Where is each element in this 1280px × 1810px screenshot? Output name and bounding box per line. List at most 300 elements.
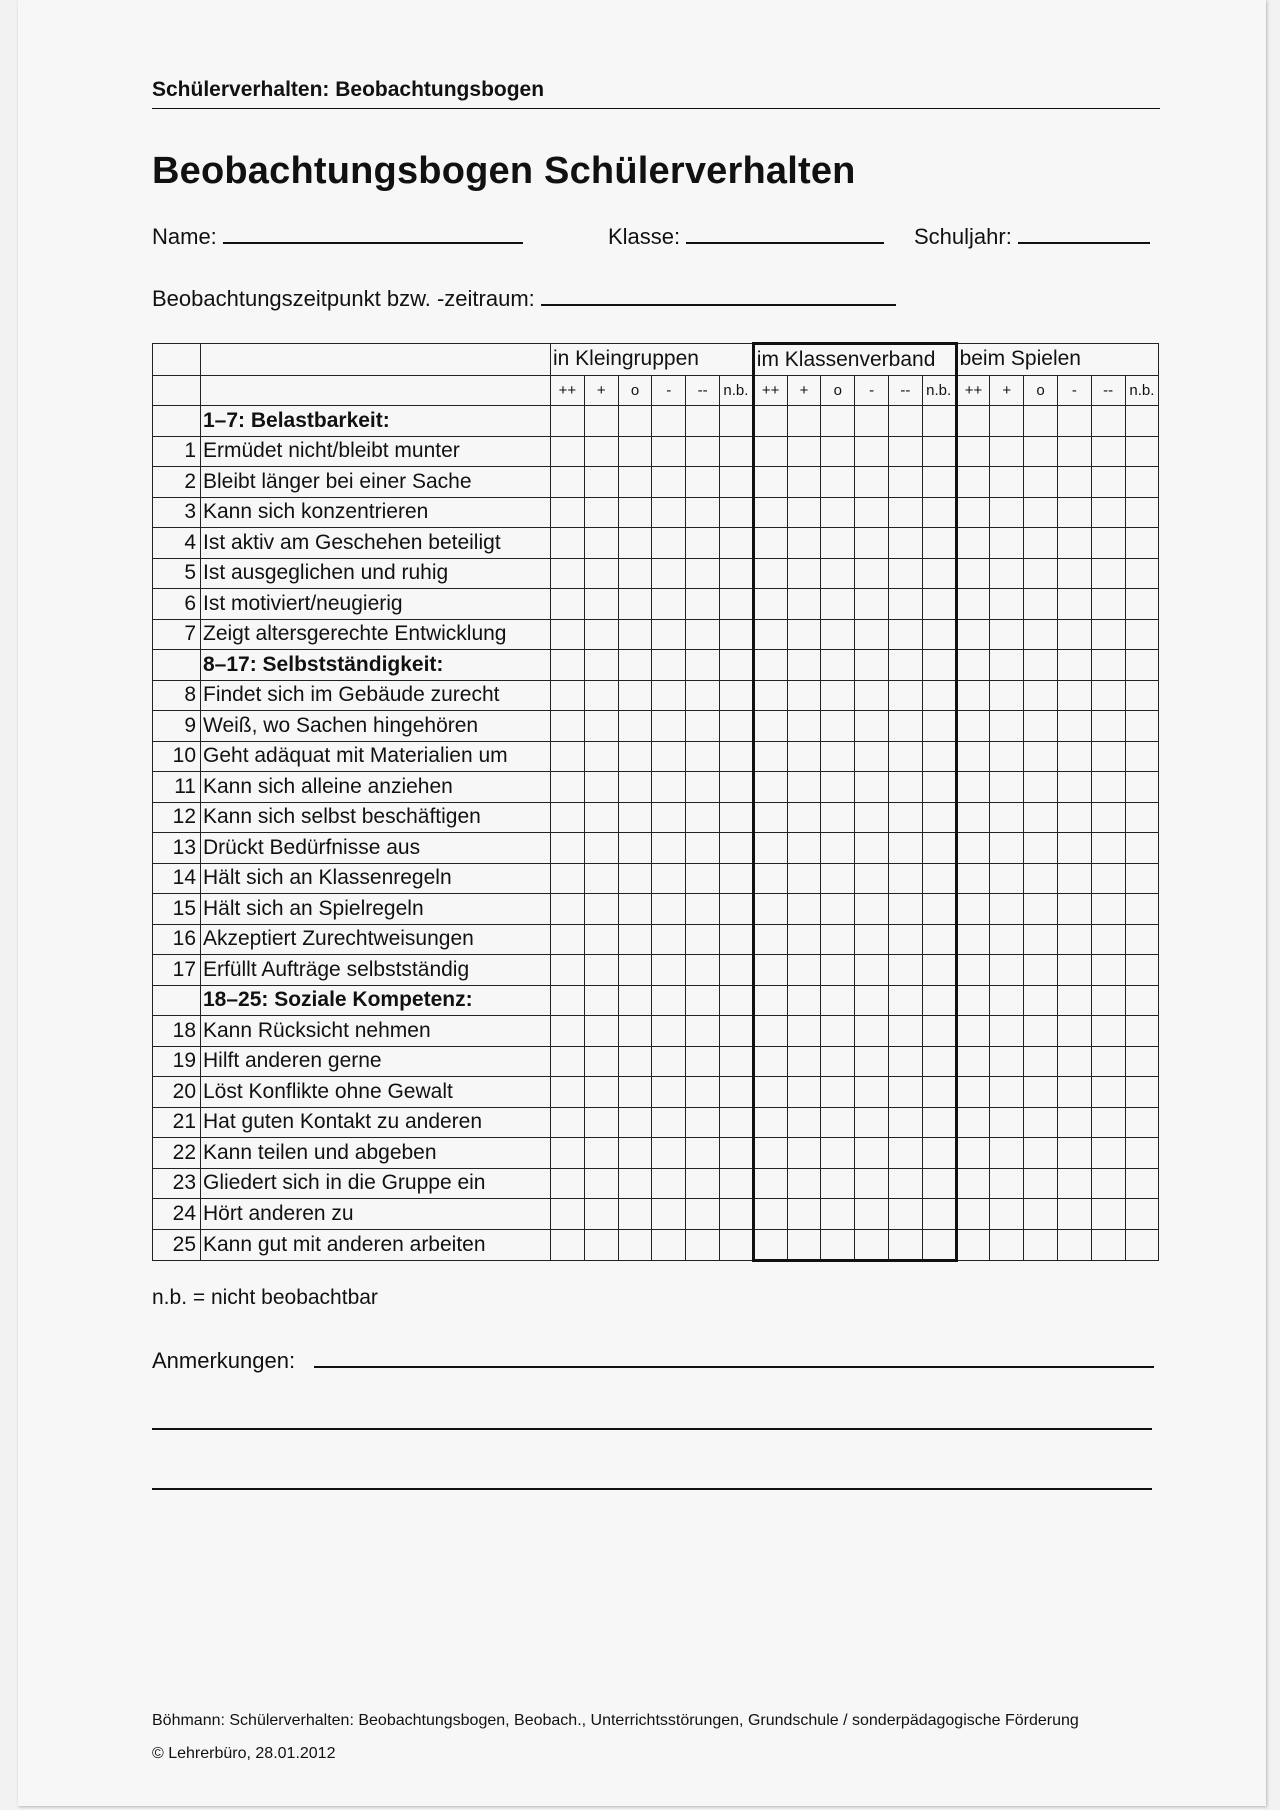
rating-cell[interactable]: [787, 1077, 821, 1108]
rating-cell[interactable]: [652, 436, 686, 467]
rating-cell[interactable]: [990, 558, 1024, 589]
rating-cell[interactable]: [719, 863, 753, 894]
rating-cell[interactable]: [584, 436, 618, 467]
rating-cell[interactable]: [719, 802, 753, 833]
rating-cell[interactable]: [956, 1016, 990, 1047]
rating-cell[interactable]: [551, 772, 585, 803]
rating-cell[interactable]: [618, 619, 652, 650]
rating-cell[interactable]: [888, 680, 922, 711]
rating-cell[interactable]: [753, 955, 787, 986]
rating-cell[interactable]: [990, 924, 1024, 955]
rating-cell[interactable]: [855, 680, 889, 711]
rating-cell[interactable]: [1057, 1046, 1091, 1077]
rating-cell[interactable]: [618, 406, 652, 437]
rating-cell[interactable]: [686, 650, 720, 681]
rating-cell[interactable]: [686, 528, 720, 559]
rating-cell[interactable]: [956, 436, 990, 467]
rating-cell[interactable]: [719, 589, 753, 620]
rating-cell[interactable]: [990, 1199, 1024, 1230]
rating-cell[interactable]: [551, 528, 585, 559]
rating-cell[interactable]: [990, 1107, 1024, 1138]
rating-cell[interactable]: [956, 1046, 990, 1077]
rating-cell[interactable]: [1125, 1046, 1159, 1077]
rating-cell[interactable]: [990, 619, 1024, 650]
rating-cell[interactable]: [1024, 436, 1058, 467]
rating-cell[interactable]: [855, 619, 889, 650]
rating-cell[interactable]: [990, 528, 1024, 559]
rating-cell[interactable]: [1125, 1199, 1159, 1230]
rating-cell[interactable]: [855, 802, 889, 833]
rating-cell[interactable]: [686, 711, 720, 742]
rating-cell[interactable]: [719, 1046, 753, 1077]
rating-cell[interactable]: [855, 406, 889, 437]
rating-cell[interactable]: [753, 924, 787, 955]
rating-cell[interactable]: [956, 863, 990, 894]
rating-cell[interactable]: [922, 1016, 956, 1047]
rating-cell[interactable]: [551, 955, 585, 986]
rating-cell[interactable]: [584, 833, 618, 864]
rating-cell[interactable]: [551, 619, 585, 650]
rating-cell[interactable]: [888, 1229, 922, 1261]
rating-cell[interactable]: [990, 802, 1024, 833]
rating-cell[interactable]: [686, 467, 720, 498]
rating-cell[interactable]: [1057, 406, 1091, 437]
rating-cell[interactable]: [753, 1046, 787, 1077]
rating-cell[interactable]: [686, 1016, 720, 1047]
rating-cell[interactable]: [922, 1168, 956, 1199]
rating-cell[interactable]: [821, 863, 855, 894]
rating-cell[interactable]: [821, 1199, 855, 1230]
rating-cell[interactable]: [821, 1229, 855, 1261]
rating-cell[interactable]: [686, 1046, 720, 1077]
rating-cell[interactable]: [719, 1229, 753, 1261]
rating-cell[interactable]: [1125, 528, 1159, 559]
rating-cell[interactable]: [1091, 802, 1125, 833]
rating-cell[interactable]: [618, 1046, 652, 1077]
rating-cell[interactable]: [821, 985, 855, 1016]
rating-cell[interactable]: [551, 1229, 585, 1261]
rating-cell[interactable]: [618, 802, 652, 833]
rating-cell[interactable]: [821, 1046, 855, 1077]
rating-cell[interactable]: [1024, 894, 1058, 925]
rating-cell[interactable]: [584, 741, 618, 772]
rating-cell[interactable]: [1125, 711, 1159, 742]
rating-cell[interactable]: [888, 1199, 922, 1230]
rating-cell[interactable]: [787, 894, 821, 925]
rating-cell[interactable]: [956, 406, 990, 437]
rating-cell[interactable]: [990, 589, 1024, 620]
rating-cell[interactable]: [990, 711, 1024, 742]
rating-cell[interactable]: [753, 680, 787, 711]
rating-cell[interactable]: [551, 1199, 585, 1230]
rating-cell[interactable]: [922, 1046, 956, 1077]
rating-cell[interactable]: [956, 985, 990, 1016]
rating-cell[interactable]: [719, 894, 753, 925]
rating-cell[interactable]: [787, 1199, 821, 1230]
rating-cell[interactable]: [855, 711, 889, 742]
rating-cell[interactable]: [1091, 833, 1125, 864]
rating-cell[interactable]: [686, 558, 720, 589]
rating-cell[interactable]: [787, 589, 821, 620]
rating-cell[interactable]: [787, 650, 821, 681]
rating-cell[interactable]: [888, 1016, 922, 1047]
rating-cell[interactable]: [821, 528, 855, 559]
rating-cell[interactable]: [888, 528, 922, 559]
rating-cell[interactable]: [1125, 863, 1159, 894]
rating-cell[interactable]: [821, 1107, 855, 1138]
rating-cell[interactable]: [1125, 467, 1159, 498]
rating-cell[interactable]: [1125, 1077, 1159, 1108]
rating-cell[interactable]: [956, 1229, 990, 1261]
rating-cell[interactable]: [855, 863, 889, 894]
rating-cell[interactable]: [1125, 802, 1159, 833]
rating-cell[interactable]: [652, 1016, 686, 1047]
rating-cell[interactable]: [1091, 528, 1125, 559]
rating-cell[interactable]: [551, 558, 585, 589]
rating-cell[interactable]: [584, 1107, 618, 1138]
rating-cell[interactable]: [1057, 619, 1091, 650]
rating-cell[interactable]: [551, 650, 585, 681]
klasse-field[interactable]: [608, 224, 884, 250]
rating-cell[interactable]: [652, 467, 686, 498]
rating-cell[interactable]: [956, 1199, 990, 1230]
rating-cell[interactable]: [584, 955, 618, 986]
rating-cell[interactable]: [855, 1107, 889, 1138]
rating-cell[interactable]: [1125, 1229, 1159, 1261]
rating-cell[interactable]: [551, 1046, 585, 1077]
rating-cell[interactable]: [584, 558, 618, 589]
rating-cell[interactable]: [956, 467, 990, 498]
rating-cell[interactable]: [584, 589, 618, 620]
rating-cell[interactable]: [855, 497, 889, 528]
rating-cell[interactable]: [652, 680, 686, 711]
rating-cell[interactable]: [821, 1016, 855, 1047]
rating-cell[interactable]: [1125, 1107, 1159, 1138]
rating-cell[interactable]: [1057, 680, 1091, 711]
rating-cell[interactable]: [956, 772, 990, 803]
rating-cell[interactable]: [719, 1168, 753, 1199]
rating-cell[interactable]: [753, 1199, 787, 1230]
rating-cell[interactable]: [1057, 497, 1091, 528]
rating-cell[interactable]: [1057, 985, 1091, 1016]
rating-cell[interactable]: [888, 1077, 922, 1108]
rating-cell[interactable]: [855, 1046, 889, 1077]
rating-cell[interactable]: [753, 406, 787, 437]
rating-cell[interactable]: [618, 467, 652, 498]
rating-cell[interactable]: [1057, 1138, 1091, 1169]
rating-cell[interactable]: [753, 833, 787, 864]
rating-cell[interactable]: [787, 833, 821, 864]
rating-cell[interactable]: [1125, 1168, 1159, 1199]
rating-cell[interactable]: [719, 955, 753, 986]
rating-cell[interactable]: [1024, 741, 1058, 772]
rating-cell[interactable]: [1091, 1107, 1125, 1138]
rating-cell[interactable]: [652, 833, 686, 864]
rating-cell[interactable]: [719, 1077, 753, 1108]
rating-cell[interactable]: [686, 741, 720, 772]
rating-cell[interactable]: [584, 650, 618, 681]
rating-cell[interactable]: [922, 985, 956, 1016]
rating-cell[interactable]: [787, 1046, 821, 1077]
rating-cell[interactable]: [584, 680, 618, 711]
rating-cell[interactable]: [787, 406, 821, 437]
rating-cell[interactable]: [922, 1229, 956, 1261]
rating-cell[interactable]: [956, 680, 990, 711]
rating-cell[interactable]: [652, 650, 686, 681]
rating-cell[interactable]: [1024, 619, 1058, 650]
rating-cell[interactable]: [956, 589, 990, 620]
rating-cell[interactable]: [888, 558, 922, 589]
rating-cell[interactable]: [888, 833, 922, 864]
rating-cell[interactable]: [584, 1199, 618, 1230]
rating-cell[interactable]: [584, 619, 618, 650]
rating-cell[interactable]: [990, 406, 1024, 437]
rating-cell[interactable]: [855, 924, 889, 955]
rating-cell[interactable]: [551, 1138, 585, 1169]
rating-cell[interactable]: [1024, 406, 1058, 437]
rating-cell[interactable]: [922, 1199, 956, 1230]
rating-cell[interactable]: [1024, 924, 1058, 955]
rating-cell[interactable]: [719, 711, 753, 742]
rating-cell[interactable]: [787, 619, 821, 650]
rating-cell[interactable]: [652, 802, 686, 833]
rating-cell[interactable]: [1091, 1229, 1125, 1261]
rating-cell[interactable]: [1024, 1016, 1058, 1047]
rating-cell[interactable]: [990, 680, 1024, 711]
rating-cell[interactable]: [787, 1016, 821, 1047]
rating-cell[interactable]: [888, 589, 922, 620]
rating-cell[interactable]: [1125, 680, 1159, 711]
rating-cell[interactable]: [652, 711, 686, 742]
rating-cell[interactable]: [787, 955, 821, 986]
rating-cell[interactable]: [618, 497, 652, 528]
rating-cell[interactable]: [888, 711, 922, 742]
rating-cell[interactable]: [618, 924, 652, 955]
rating-cell[interactable]: [719, 1138, 753, 1169]
rating-cell[interactable]: [956, 558, 990, 589]
rating-cell[interactable]: [753, 711, 787, 742]
rating-cell[interactable]: [584, 497, 618, 528]
rating-cell[interactable]: [551, 894, 585, 925]
rating-cell[interactable]: [1057, 894, 1091, 925]
rating-cell[interactable]: [652, 406, 686, 437]
rating-cell[interactable]: [584, 772, 618, 803]
rating-cell[interactable]: [956, 1138, 990, 1169]
rating-cell[interactable]: [821, 680, 855, 711]
rating-cell[interactable]: [888, 619, 922, 650]
rating-cell[interactable]: [686, 1168, 720, 1199]
rating-cell[interactable]: [990, 467, 1024, 498]
rating-cell[interactable]: [1057, 711, 1091, 742]
rating-cell[interactable]: [855, 1016, 889, 1047]
rating-cell[interactable]: [1125, 497, 1159, 528]
rating-cell[interactable]: [551, 741, 585, 772]
rating-cell[interactable]: [652, 955, 686, 986]
rating-cell[interactable]: [753, 589, 787, 620]
rating-cell[interactable]: [922, 955, 956, 986]
rating-cell[interactable]: [719, 1016, 753, 1047]
rating-cell[interactable]: [618, 589, 652, 620]
rating-cell[interactable]: [787, 467, 821, 498]
rating-cell[interactable]: [990, 833, 1024, 864]
rating-cell[interactable]: [652, 1229, 686, 1261]
rating-cell[interactable]: [551, 436, 585, 467]
rating-cell[interactable]: [652, 1077, 686, 1108]
rating-cell[interactable]: [1091, 1168, 1125, 1199]
rating-cell[interactable]: [584, 1016, 618, 1047]
rating-cell[interactable]: [551, 711, 585, 742]
rating-cell[interactable]: [787, 680, 821, 711]
rating-cell[interactable]: [1057, 1077, 1091, 1108]
rating-cell[interactable]: [719, 985, 753, 1016]
rating-cell[interactable]: [1057, 558, 1091, 589]
rating-cell[interactable]: [1125, 955, 1159, 986]
rating-cell[interactable]: [1091, 863, 1125, 894]
rating-cell[interactable]: [1024, 589, 1058, 620]
zeitraum-line[interactable]: [541, 286, 896, 306]
rating-cell[interactable]: [1024, 955, 1058, 986]
rating-cell[interactable]: [956, 924, 990, 955]
rating-cell[interactable]: [1091, 894, 1125, 925]
rating-cell[interactable]: [888, 467, 922, 498]
rating-cell[interactable]: [990, 894, 1024, 925]
rating-cell[interactable]: [990, 772, 1024, 803]
rating-cell[interactable]: [652, 1138, 686, 1169]
remarks-line-2[interactable]: [152, 1428, 1152, 1430]
rating-cell[interactable]: [719, 467, 753, 498]
rating-cell[interactable]: [1125, 650, 1159, 681]
name-field[interactable]: [152, 224, 523, 250]
rating-cell[interactable]: [787, 528, 821, 559]
rating-cell[interactable]: [1125, 772, 1159, 803]
rating-cell[interactable]: [990, 497, 1024, 528]
rating-cell[interactable]: [888, 802, 922, 833]
rating-cell[interactable]: [1125, 1138, 1159, 1169]
rating-cell[interactable]: [753, 619, 787, 650]
rating-cell[interactable]: [1024, 528, 1058, 559]
rating-cell[interactable]: [753, 1107, 787, 1138]
rating-cell[interactable]: [888, 863, 922, 894]
rating-cell[interactable]: [956, 741, 990, 772]
rating-cell[interactable]: [1091, 1138, 1125, 1169]
rating-cell[interactable]: [551, 467, 585, 498]
rating-cell[interactable]: [990, 955, 1024, 986]
rating-cell[interactable]: [855, 436, 889, 467]
rating-cell[interactable]: [753, 436, 787, 467]
rating-cell[interactable]: [855, 528, 889, 559]
rating-cell[interactable]: [855, 985, 889, 1016]
rating-cell[interactable]: [719, 741, 753, 772]
rating-cell[interactable]: [686, 589, 720, 620]
rating-cell[interactable]: [686, 497, 720, 528]
rating-cell[interactable]: [821, 406, 855, 437]
rating-cell[interactable]: [753, 802, 787, 833]
rating-cell[interactable]: [990, 1229, 1024, 1261]
rating-cell[interactable]: [1057, 528, 1091, 559]
rating-cell[interactable]: [1091, 772, 1125, 803]
rating-cell[interactable]: [753, 772, 787, 803]
rating-cell[interactable]: [652, 589, 686, 620]
rating-cell[interactable]: [956, 528, 990, 559]
rating-cell[interactable]: [1125, 833, 1159, 864]
rating-cell[interactable]: [1024, 1046, 1058, 1077]
rating-cell[interactable]: [922, 406, 956, 437]
rating-cell[interactable]: [1057, 1107, 1091, 1138]
rating-cell[interactable]: [821, 1138, 855, 1169]
rating-cell[interactable]: [888, 985, 922, 1016]
rating-cell[interactable]: [922, 619, 956, 650]
rating-cell[interactable]: [719, 558, 753, 589]
rating-cell[interactable]: [1125, 436, 1159, 467]
rating-cell[interactable]: [584, 894, 618, 925]
rating-cell[interactable]: [551, 924, 585, 955]
rating-cell[interactable]: [821, 833, 855, 864]
rating-cell[interactable]: [1024, 863, 1058, 894]
rating-cell[interactable]: [855, 1168, 889, 1199]
rating-cell[interactable]: [855, 589, 889, 620]
rating-cell[interactable]: [686, 1138, 720, 1169]
rating-cell[interactable]: [1057, 802, 1091, 833]
rating-cell[interactable]: [584, 1229, 618, 1261]
rating-cell[interactable]: [1091, 1199, 1125, 1230]
rating-cell[interactable]: [686, 680, 720, 711]
rating-cell[interactable]: [618, 894, 652, 925]
rating-cell[interactable]: [1091, 955, 1125, 986]
rating-cell[interactable]: [753, 1229, 787, 1261]
rating-cell[interactable]: [787, 1168, 821, 1199]
rating-cell[interactable]: [719, 497, 753, 528]
rating-cell[interactable]: [618, 1168, 652, 1199]
rating-cell[interactable]: [1091, 589, 1125, 620]
rating-cell[interactable]: [821, 741, 855, 772]
rating-cell[interactable]: [1024, 497, 1058, 528]
rating-cell[interactable]: [686, 1229, 720, 1261]
rating-cell[interactable]: [922, 558, 956, 589]
zeitraum-field[interactable]: [152, 286, 896, 312]
rating-cell[interactable]: [618, 955, 652, 986]
rating-cell[interactable]: [1125, 1016, 1159, 1047]
rating-cell[interactable]: [753, 1077, 787, 1108]
rating-cell[interactable]: [821, 772, 855, 803]
rating-cell[interactable]: [855, 955, 889, 986]
rating-cell[interactable]: [584, 406, 618, 437]
rating-cell[interactable]: [618, 741, 652, 772]
rating-cell[interactable]: [1091, 711, 1125, 742]
rating-cell[interactable]: [855, 1229, 889, 1261]
rating-cell[interactable]: [787, 497, 821, 528]
rating-cell[interactable]: [787, 1229, 821, 1261]
rating-cell[interactable]: [753, 894, 787, 925]
rating-cell[interactable]: [922, 589, 956, 620]
rating-cell[interactable]: [1091, 985, 1125, 1016]
rating-cell[interactable]: [652, 924, 686, 955]
rating-cell[interactable]: [584, 863, 618, 894]
rating-cell[interactable]: [753, 558, 787, 589]
rating-cell[interactable]: [584, 802, 618, 833]
schuljahr-line[interactable]: [1018, 224, 1150, 244]
rating-cell[interactable]: [618, 985, 652, 1016]
rating-cell[interactable]: [686, 833, 720, 864]
rating-cell[interactable]: [551, 833, 585, 864]
rating-cell[interactable]: [551, 497, 585, 528]
rating-cell[interactable]: [686, 955, 720, 986]
klasse-line[interactable]: [686, 224, 884, 244]
rating-cell[interactable]: [1057, 589, 1091, 620]
rating-cell[interactable]: [1024, 772, 1058, 803]
rating-cell[interactable]: [686, 894, 720, 925]
rating-cell[interactable]: [652, 1199, 686, 1230]
rating-cell[interactable]: [652, 1168, 686, 1199]
